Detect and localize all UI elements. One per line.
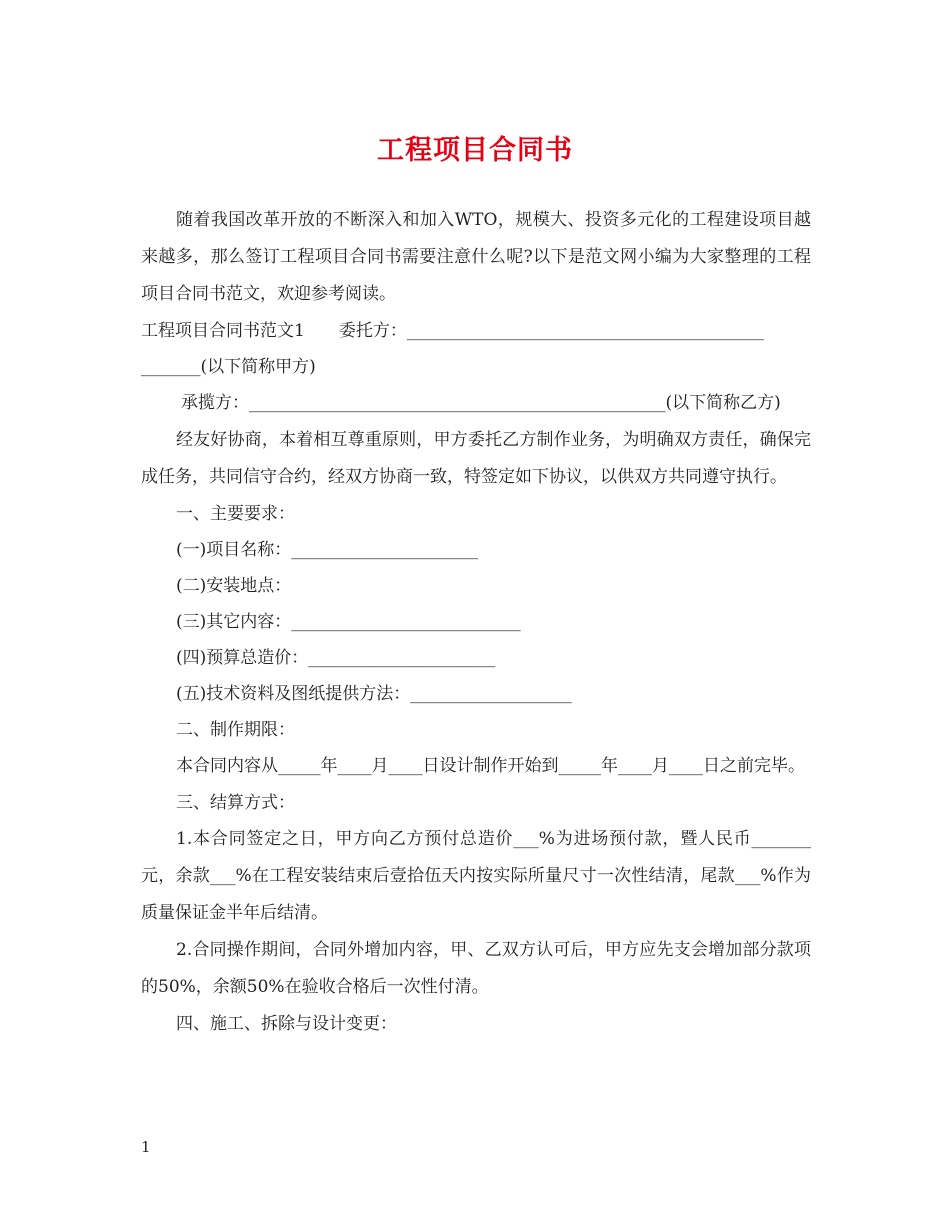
party-b-line: 承揽方：_________________________________________________(以下简称乙方) (181, 393, 781, 413)
document-body (141, 202, 811, 1042)
section-production-period: 二、制作期限： (176, 720, 295, 740)
intro-paragraph: 随着我国改革开放的不断深入和加入WTO，规模大、投资多元化的工程建设项目越来越多，那么签订工程项目合同书需要注意什么呢?以下是范文网小编为大家整理的工程项目合同书范文，欢迎参考阅读。 (141, 210, 811, 304)
section-construction-changes: 四、施工、拆除与设计变更： (176, 1014, 397, 1034)
sample-heading-client-line: 工程项目合同书范文1 委托方：__________________________________________ (141, 321, 764, 341)
item-technical-documents: (五)技术资料及图纸提供方法：___________________ (176, 684, 572, 704)
page-number: 1 (141, 1138, 151, 1156)
item-budget: (四)预算总造价：______________________ (176, 648, 496, 668)
section-settlement: 三、结算方式： (176, 793, 295, 813)
item-project-name: (一)项目名称：______________________ (176, 540, 479, 560)
section-main-requirements: 一、主要要求： (176, 504, 295, 524)
period-paragraph: 本合同内容从_____年____月____日设计制作开始到_____年____月____日之前完毕。 (176, 756, 805, 776)
item-install-location: (二)安装地点： (176, 576, 292, 596)
document-title: 工程项目合同书 (377, 135, 573, 166)
party-a-line: _______(以下简称甲方) (141, 357, 316, 377)
payment-clause-2: 2.合同操作期间，合同外增加内容，甲、乙双方认可后，甲方应先支会增加部分款项的50%，余额50%在验收合格后一次性付清。 (141, 940, 811, 997)
consultation-paragraph: 经友好协商，本着相互尊重原则，甲方委托乙方制作业务，为明确双方责任，确保完成任务，共同信守合约，经双方协商一致，特签定如下协议，以供双方共同遵守执行。 (141, 430, 811, 487)
item-other-content: (三)其它内容：___________________________ (176, 612, 521, 632)
payment-clause-1: 1.本合同签定之日，甲方向乙方预付总造价___%为进场预付款，暨人民币_______元，余款___%在工程安装结束后壹拾伍天内按实际所量尺寸一次性结清，尾款___%作为质量保证金半年后结清。 (141, 829, 811, 923)
